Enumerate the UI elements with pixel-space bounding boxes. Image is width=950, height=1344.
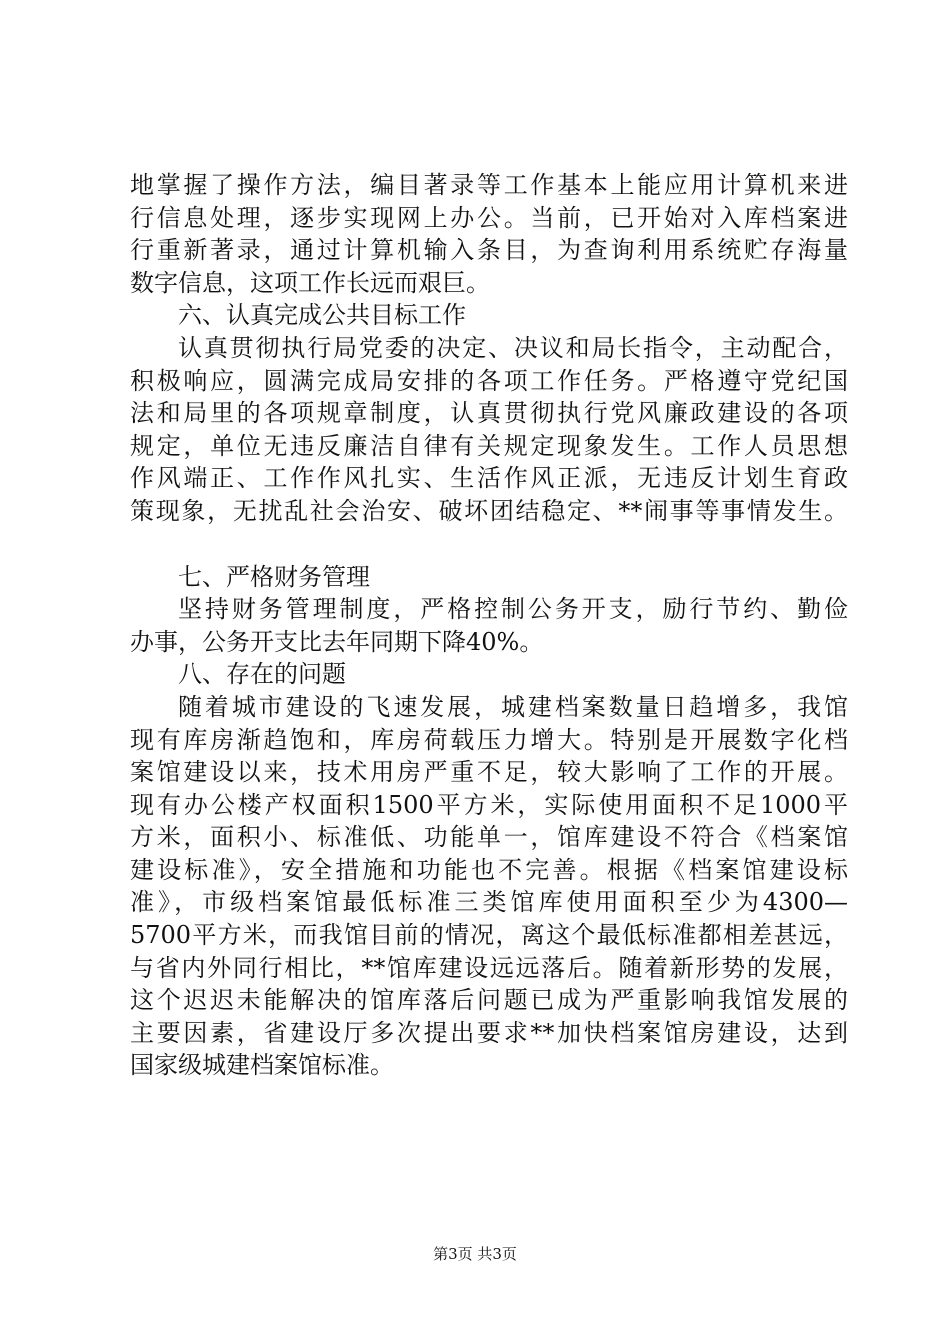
body-line: 现有办公楼产权面积1500平方米，实际使用面积不足1000平 xyxy=(130,790,848,819)
body-line: 坚持财务管理制度，严格控制公务开支，励行节约、勤俭 xyxy=(178,595,848,624)
body-line: 案馆建设以来，技术用房严重不足，较大影响了工作的开展。 xyxy=(130,758,848,787)
body-line: 地掌握了操作方法，编目著录等工作基本上能应用计算机来进 xyxy=(130,171,848,199)
body-line: 与省内外同行相比，**馆库建设远远落后。随着新形势的发展， xyxy=(130,953,848,982)
body-line: 国家级城建档案馆标准。 xyxy=(130,1051,394,1080)
body-line: 认真贯彻执行局党委的决定、决议和局长指令，主动配合， xyxy=(178,333,848,362)
section-heading-7: 七、严格财务管理 xyxy=(178,562,370,591)
document-body xyxy=(130,169,848,1082)
section-heading-8: 八、存在的问题 xyxy=(178,660,346,689)
body-line: 方米，面积小、标准低、功能单一，馆库建设不符合《档案馆 xyxy=(130,823,848,852)
body-line: 规定，单位无违反廉洁自律有关规定现象发生。工作人员思想 xyxy=(130,431,848,460)
body-line: 行信息处理，逐步实现网上办公。当前，已开始对入库档案进 xyxy=(130,203,848,232)
page-footer xyxy=(0,1244,950,1264)
body-line: 现有库房渐趋饱和，库房荷载压力增大。特别是开展数字化档 xyxy=(130,725,848,754)
body-line: 数字信息，这项工作长远而艰巨。 xyxy=(130,268,490,297)
body-line: 这个迟迟未能解决的馆库落后问题已成为严重影响我馆发展的 xyxy=(130,986,848,1015)
body-line: 积极响应，圆满完成局安排的各项工作任务。严格遵守党纪国 xyxy=(130,366,848,395)
paragraph-gap xyxy=(130,528,848,561)
body-line: 办事，公务开支比去年同期下降40%。 xyxy=(130,627,544,656)
body-line: 5700平方米，而我馆目前的情况，离这个最低标准都相差甚远， xyxy=(130,921,848,950)
page-number: 第3页 共3页 xyxy=(433,1245,517,1263)
section-heading-6: 六、认真完成公共目标工作 xyxy=(178,301,466,330)
body-line: 主要因素，省建设厅多次提出要求**加快档案馆房建设，达到 xyxy=(130,1018,848,1047)
body-line: 准》，市级档案馆最低标准三类馆库使用面积至少为4300— xyxy=(130,888,848,917)
body-line: 行重新著录，通过计算机输入条目，为查询利用系统贮存海量 xyxy=(130,236,848,265)
body-line: 策现象，无扰乱社会治安、破坏团结稳定、**闹事等事情发生。 xyxy=(130,496,848,525)
body-line: 建设标准》，安全措施和功能也不完善。根据《档案馆建设标 xyxy=(130,855,848,884)
body-line: 作风端正、工作作风扎实、生活作风正派，无违反计划生育政 xyxy=(130,464,848,493)
body-line: 法和局里的各项规章制度，认真贯彻执行党风廉政建设的各项 xyxy=(130,399,848,428)
body-line: 随着城市建设的飞速发展，城建档案数量日趋增多，我馆 xyxy=(178,692,848,721)
